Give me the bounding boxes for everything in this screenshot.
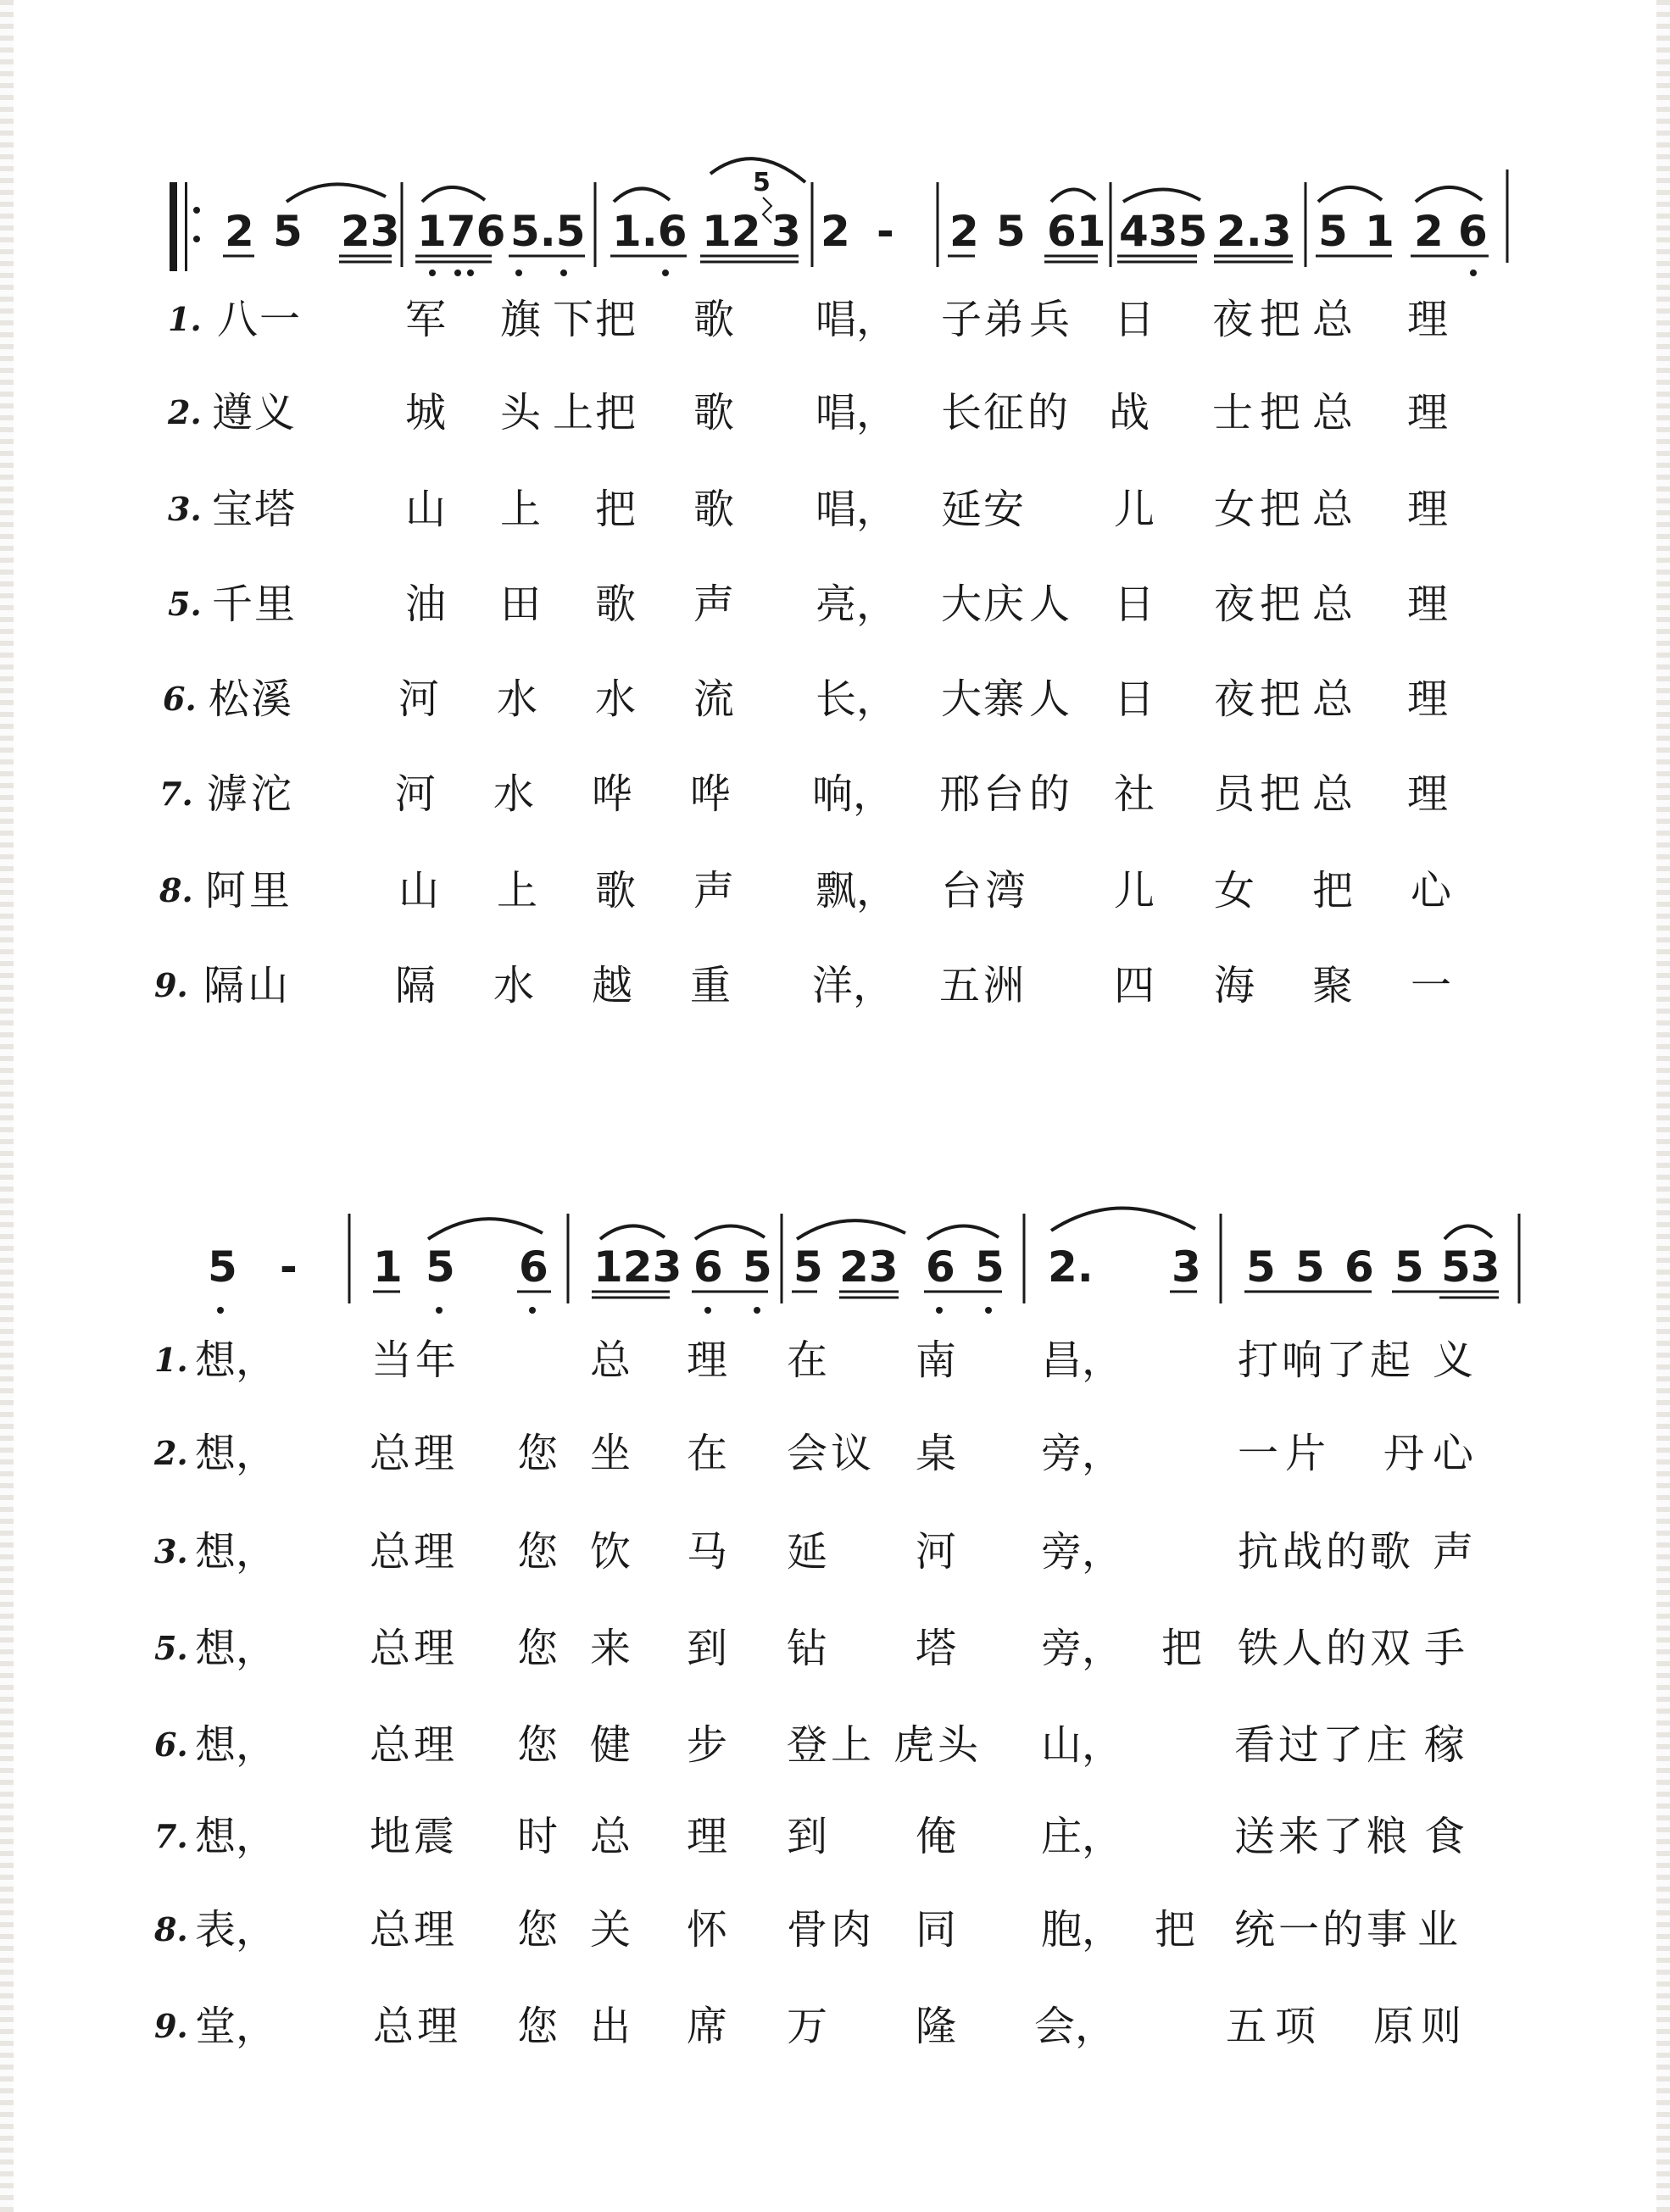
lyric-char: 阿 <box>205 867 247 914</box>
verse-number: 3. <box>154 1532 188 1570</box>
note: 5 <box>208 1242 237 1292</box>
lyric-char: 把 <box>595 486 637 533</box>
lyric-char: 总 <box>1312 486 1354 533</box>
lyric-char: 社 <box>1114 770 1155 818</box>
octave-dots-2 <box>217 1307 992 1314</box>
lyric-char: 您 <box>517 1625 559 1672</box>
lyric-char: 越 <box>592 962 633 1009</box>
verse-number: 8. <box>159 871 193 909</box>
lyric-char: 会 <box>787 1430 828 1477</box>
lyric-char: 理 <box>414 1906 455 1954</box>
lyric-char: 声 <box>693 581 735 628</box>
lyric-char: 理 <box>1407 675 1449 723</box>
lyric-char: 庆 <box>983 581 1025 628</box>
lyric-verse-6b <box>0 1715 1670 1775</box>
lyric-char: 重 <box>690 962 732 1009</box>
lyric-char: 了 <box>1322 1813 1364 1860</box>
lyric-verse-8b <box>0 1900 1670 1959</box>
lyric-char: 延 <box>941 486 983 533</box>
note: 6 <box>519 1242 548 1292</box>
lyric-char: 唱， <box>816 389 898 436</box>
lyric-verse-3b <box>0 1522 1670 1581</box>
lyric-char: 总 <box>370 1430 411 1477</box>
lyric-char: 会， <box>1034 2003 1116 2050</box>
lyric-char: 子 <box>941 296 983 343</box>
lyric-char: 日 <box>1114 675 1155 723</box>
lyric-verse-2b <box>0 1424 1670 1483</box>
lyric-char: 总 <box>373 2003 415 2050</box>
lyric-char: 时 <box>517 1813 559 1860</box>
lyric-char: 四 <box>1114 962 1155 1009</box>
lyric-char: 总 <box>1312 389 1354 436</box>
verse-number: 5. <box>154 1629 188 1667</box>
lyric-char: 庄 <box>1367 1721 1408 1769</box>
lyric-char: 起 <box>1370 1337 1411 1384</box>
lyric-char: 里 <box>249 867 291 914</box>
verse-number: 1. <box>168 300 202 338</box>
lyric-char: 马 <box>687 1528 728 1576</box>
note: 2 <box>821 207 850 256</box>
lyric-char: 想， <box>195 1625 277 1672</box>
lyric-char: 把 <box>1161 1625 1203 1672</box>
note: 6 <box>926 1242 955 1292</box>
lyric-char: 统 <box>1234 1906 1276 1954</box>
lyric-char: 把 <box>595 296 637 343</box>
grace-note: 5 <box>753 168 771 197</box>
lyric-char: 响 <box>1282 1337 1323 1384</box>
lyric-char: 总 <box>1312 770 1354 818</box>
lyric-char: 头 <box>500 389 542 436</box>
lyric-char: 堂， <box>195 2003 277 2050</box>
lyric-char: 邢 <box>939 770 981 818</box>
note: 5 <box>1394 1242 1424 1292</box>
lyric-char: 理 <box>687 1813 728 1860</box>
note: 5 <box>1246 1242 1276 1292</box>
verse-number: 7. <box>159 775 193 813</box>
note: 5 <box>743 1242 772 1292</box>
lyric-char: 把 <box>1260 296 1301 343</box>
verse-number: 6. <box>154 1726 188 1764</box>
lyric-char: 理 <box>1407 581 1449 628</box>
lyric-char: 长， <box>816 675 898 723</box>
lyric-char: 战 <box>1109 389 1150 436</box>
lyric-char: 稼 <box>1424 1721 1466 1769</box>
lyric-char: 过 <box>1278 1721 1320 1769</box>
note: 5 <box>1318 207 1348 256</box>
lyric-char: 的 <box>1027 389 1069 436</box>
lyric-char: 旁， <box>1041 1528 1123 1576</box>
lyric-char: 项 <box>1275 2003 1317 2050</box>
lyric-char: 理 <box>414 1528 455 1576</box>
lyric-char: 了 <box>1322 1721 1364 1769</box>
lyric-char: 夜 <box>1214 581 1255 628</box>
lyric-char: 上 <box>497 867 538 914</box>
note: 1 <box>1365 207 1394 256</box>
lyric-char: 山 <box>248 962 289 1009</box>
note: 6 <box>1458 207 1488 256</box>
lyric-char: 万 <box>787 2003 828 2050</box>
lyric-char: 事 <box>1367 1906 1408 1954</box>
lyric-char: 原 <box>1373 2003 1415 2050</box>
lyric-char: 兵 <box>1029 296 1071 343</box>
note: 23 <box>341 207 400 256</box>
lyric-char: 亮， <box>816 581 898 628</box>
lyric-char: 日 <box>1114 296 1155 343</box>
verse-number: 2. <box>168 393 202 431</box>
note: 5 <box>426 1242 455 1292</box>
lyric-char: 声 <box>693 867 735 914</box>
lyric-char: 田 <box>500 581 542 628</box>
lyric-char: 城 <box>405 389 447 436</box>
lyric-char: 在 <box>687 1430 728 1477</box>
note: 2 <box>1414 207 1444 256</box>
lyric-char: 把 <box>1260 770 1301 818</box>
note: 61 <box>1047 207 1106 256</box>
lyric-char: 理 <box>417 2003 459 2050</box>
lyric-char: 海 <box>1214 962 1255 1009</box>
lyric-char: 宝 <box>212 486 253 533</box>
verse-number: 3. <box>168 490 202 528</box>
lyric-char: 义 <box>1433 1337 1474 1384</box>
lyric-char: 胞， <box>1041 1906 1123 1954</box>
lyric-char: 来 <box>590 1625 632 1672</box>
lyric-char: 庄， <box>1041 1813 1123 1860</box>
lyric-char: 地 <box>370 1813 411 1860</box>
lyric-char: 坐 <box>590 1430 632 1477</box>
lyric-char: 歌 <box>595 867 637 914</box>
lyric-char: 千 <box>212 581 253 628</box>
lyric-char: 一 <box>259 296 301 343</box>
lyric-char: 丹 <box>1383 1430 1425 1477</box>
lyric-char: 片 <box>1285 1430 1327 1477</box>
lyric-char: 粮 <box>1367 1813 1408 1860</box>
lyric-char: 把 <box>1260 675 1301 723</box>
lyric-char: 您 <box>517 1721 559 1769</box>
lyric-char: 总 <box>370 1721 411 1769</box>
lyric-char: 一 <box>1238 1430 1279 1477</box>
lyric-verse-9b <box>0 1997 1670 2056</box>
note: 5 <box>975 1242 1005 1292</box>
lyric-char: 滹 <box>207 770 248 818</box>
lyric-char: 打 <box>1238 1337 1279 1384</box>
lyric-char: 溪 <box>251 675 292 723</box>
lyric-char: 夜 <box>1212 296 1254 343</box>
lyric-char: 议 <box>831 1430 872 1477</box>
lyric-char: 山 <box>405 486 447 533</box>
lyric-char: 寨 <box>983 675 1025 723</box>
lyric-char: 席 <box>687 2003 728 2050</box>
lyric-char: 里 <box>254 581 296 628</box>
lyric-char: 松 <box>209 675 250 723</box>
lyric-char: 五 <box>1226 2003 1267 2050</box>
lyric-char: 哗 <box>592 770 633 818</box>
lyric-char: 聚 <box>1312 962 1354 1009</box>
lyric-char: 一 <box>1411 962 1452 1009</box>
lyric-char: 下 <box>553 296 594 343</box>
lyric-char: 上 <box>500 486 542 533</box>
lyric-char: 八 <box>217 296 259 343</box>
note: 2.3 <box>1216 207 1292 256</box>
verse-number: 5. <box>168 585 202 623</box>
note: 176 <box>417 207 506 256</box>
lyric-char: 怀 <box>687 1906 728 1954</box>
lyric-char: 送 <box>1234 1813 1276 1860</box>
lyric-char: 上 <box>831 1721 872 1769</box>
lyric-char: 女 <box>1214 486 1255 533</box>
lyric-char: 儿 <box>1114 486 1155 533</box>
lyric-char: 沱 <box>251 770 292 818</box>
lyric-char: 总 <box>590 1813 632 1860</box>
note: 3 <box>771 207 801 256</box>
lyric-char: 旁， <box>1041 1625 1123 1672</box>
lyric-char: 的 <box>1029 770 1071 818</box>
lyric-char: 歌 <box>693 389 735 436</box>
lyric-char: 理 <box>1407 389 1449 436</box>
lyric-char: 您 <box>517 2003 559 2050</box>
lyric-char: 想， <box>195 1721 277 1769</box>
lyric-char: 表， <box>195 1906 277 1954</box>
lyric-char: 抗 <box>1238 1528 1279 1576</box>
lyric-char: 日 <box>1114 581 1155 628</box>
verse-number: 9. <box>154 2007 188 2045</box>
lyric-char: 您 <box>517 1906 559 1954</box>
note: 1 <box>373 1242 403 1292</box>
lyric-char: 弟 <box>983 296 1025 343</box>
lyric-char: 在 <box>787 1337 828 1384</box>
lyric-char: 女 <box>1214 867 1255 914</box>
note: 3 <box>1172 1242 1201 1292</box>
lyric-char: 的 <box>1326 1528 1367 1576</box>
lyric-char: 旁， <box>1041 1430 1123 1477</box>
lyric-char: 总 <box>370 1906 411 1954</box>
lyric-char: 看 <box>1234 1721 1276 1769</box>
lyric-char: 唱， <box>816 486 898 533</box>
dash: - <box>877 207 894 256</box>
lyric-char: 塔 <box>254 486 296 533</box>
lyric-char: 声 <box>1433 1528 1474 1576</box>
lyric-char: 虎 <box>893 1721 935 1769</box>
lyric-char: 士 <box>1212 389 1254 436</box>
lyric-char: 隔 <box>203 962 245 1009</box>
note: 6 <box>693 1242 723 1292</box>
verse-number: 7. <box>154 1817 188 1855</box>
lyric-char: 歌 <box>693 296 735 343</box>
lyric-char: 员 <box>1214 770 1255 818</box>
lyric-char: 昌， <box>1041 1337 1123 1384</box>
lyric-char: 把 <box>1260 581 1301 628</box>
note: 6 <box>1344 1242 1374 1292</box>
lyric-verse-5b <box>0 1619 1670 1678</box>
lyric-char: 山 <box>398 867 440 914</box>
lyric-char: 理 <box>414 1430 455 1477</box>
lyric-char: 人 <box>1029 675 1071 723</box>
verse-number: 9. <box>154 966 188 1004</box>
lyric-char: 隔 <box>395 962 437 1009</box>
note: 12 <box>702 207 761 256</box>
lyric-char: 把 <box>595 389 637 436</box>
note: 435 <box>1119 207 1208 256</box>
lyric-char: 理 <box>687 1337 728 1384</box>
lyric-char: 湾 <box>985 867 1027 914</box>
lyric-char: 骨 <box>787 1906 828 1954</box>
lyric-char: 年 <box>415 1337 457 1384</box>
lyric-char: 饮 <box>590 1528 632 1576</box>
lyric-verse-7b <box>0 1807 1670 1866</box>
lyric-char: 长 <box>941 389 983 436</box>
lyric-char: 食 <box>1424 1813 1466 1860</box>
lyric-char: 理 <box>1407 486 1449 533</box>
lyric-char: 头 <box>938 1721 979 1769</box>
lyric-char: 歌 <box>595 581 637 628</box>
lyric-char: 五 <box>939 962 981 1009</box>
lyric-char: 健 <box>590 1721 632 1769</box>
lyric-char: 上 <box>553 389 594 436</box>
lyric-char: 水 <box>595 675 637 723</box>
lyric-char: 河 <box>916 1528 957 1576</box>
lyric-char: 理 <box>1407 296 1449 343</box>
lyric-char: 了 <box>1326 1337 1367 1384</box>
verse-number: 8. <box>154 1910 188 1948</box>
lyric-char: 桌 <box>916 1430 957 1477</box>
lyric-char: 想， <box>195 1528 277 1576</box>
lyric-char: 大 <box>941 675 983 723</box>
lyric-char: 大 <box>941 581 983 628</box>
lyric-char: 歌 <box>693 486 735 533</box>
lyric-char: 到 <box>687 1625 728 1672</box>
lyric-char: 唱， <box>816 296 898 343</box>
lyric-char: 歌 <box>1370 1528 1411 1576</box>
lyric-char: 旗 <box>500 296 542 343</box>
lyric-char: 总 <box>370 1528 411 1576</box>
lyric-char: 钻 <box>787 1625 828 1672</box>
lyric-char: 的 <box>1322 1906 1364 1954</box>
lyric-char: 业 <box>1417 1906 1459 1954</box>
lyric-char: 台 <box>941 867 983 914</box>
lyric-char: 肉 <box>831 1906 872 1954</box>
lyric-verse-1b <box>0 1331 1670 1390</box>
lyric-char: 总 <box>370 1625 411 1672</box>
lyric-char: 山， <box>1041 1721 1123 1769</box>
lyric-char: 把 <box>1312 867 1354 914</box>
lyric-char: 夜 <box>1214 675 1255 723</box>
lyric-char: 总 <box>1312 675 1354 723</box>
note: 2 <box>225 207 254 256</box>
lyric-char: 水 <box>493 962 535 1009</box>
lyric-char: 双 <box>1370 1625 1411 1672</box>
lyric-char: 水 <box>493 770 535 818</box>
lyric-char: 手 <box>1424 1625 1466 1672</box>
lyric-char: 安 <box>983 486 1025 533</box>
lyric-char: 台 <box>983 770 1025 818</box>
slurs-2 <box>428 1208 1492 1239</box>
note: 5 <box>273 207 303 256</box>
lyric-char: 把 <box>1260 389 1301 436</box>
lyric-char: 征 <box>983 389 1025 436</box>
lyric-char: 总 <box>1312 581 1354 628</box>
lyric-char: 河 <box>395 770 437 818</box>
lyric-char: 水 <box>497 675 538 723</box>
verse-number: 2. <box>154 1434 188 1472</box>
lyric-char: 关 <box>590 1906 632 1954</box>
lyric-char: 洲 <box>983 962 1025 1009</box>
lyric-char: 心 <box>1411 867 1452 914</box>
lyric-char: 到 <box>787 1813 828 1860</box>
note: 1.6 <box>612 207 687 256</box>
lyric-char: 哗 <box>690 770 732 818</box>
lyric-char: 遵 <box>212 389 253 436</box>
lyric-char: 想， <box>195 1813 277 1860</box>
lyric-char: 总 <box>1312 296 1354 343</box>
note: 5.5 <box>510 207 586 256</box>
lyric-char: 出 <box>590 2003 632 2050</box>
lyric-char: 南 <box>916 1337 957 1384</box>
lyric-char: 您 <box>517 1528 559 1576</box>
lyric-char: 登 <box>787 1721 828 1769</box>
lyric-char: 儿 <box>1114 867 1155 914</box>
lyric-char: 震 <box>414 1813 455 1860</box>
lyric-char: 理 <box>414 1625 455 1672</box>
note: 53 <box>1441 1242 1500 1292</box>
lyric-char: 流 <box>693 675 735 723</box>
lyric-char: 当 <box>371 1337 413 1384</box>
lyric-char: 总 <box>590 1337 632 1384</box>
note: 5 <box>1295 1242 1325 1292</box>
note: 2 <box>949 207 979 256</box>
lyric-char: 的 <box>1326 1625 1367 1672</box>
note: 2. <box>1048 1242 1094 1292</box>
note: 5 <box>793 1242 823 1292</box>
lyric-char: 心 <box>1433 1430 1474 1477</box>
note: 123 <box>593 1242 682 1292</box>
lyric-char: 义 <box>254 389 296 436</box>
lyric-char: 塔 <box>916 1625 957 1672</box>
note: 5 <box>996 207 1026 256</box>
lyric-char: 您 <box>517 1430 559 1477</box>
lyric-char: 人 <box>1029 581 1071 628</box>
lyric-char: 把 <box>1260 486 1301 533</box>
lyric-char: 洋， <box>812 962 894 1009</box>
lyric-char: 俺 <box>916 1813 957 1860</box>
lyric-char: 铁 <box>1238 1625 1279 1672</box>
lyric-char: 同 <box>916 1906 957 1954</box>
verse-number: 1. <box>154 1341 188 1379</box>
verse-number: 6. <box>163 680 197 718</box>
lyric-char: 想， <box>195 1430 277 1477</box>
lyric-char: 理 <box>1407 770 1449 818</box>
lyric-char: 军 <box>405 296 447 343</box>
lyric-char: 隆 <box>916 2003 957 2050</box>
lyric-char: 飘， <box>816 867 898 914</box>
lyric-char: 一 <box>1278 1906 1320 1954</box>
lyric-char: 人 <box>1282 1625 1323 1672</box>
lyric-char: 想， <box>195 1337 277 1384</box>
lyric-char: 则 <box>1421 2003 1462 2050</box>
lyric-char: 来 <box>1278 1813 1320 1860</box>
lyric-char: 步 <box>687 1721 728 1769</box>
lyric-char: 响， <box>812 770 894 818</box>
lyric-char: 把 <box>1155 1906 1196 1954</box>
dash: - <box>280 1242 298 1292</box>
note: 23 <box>839 1242 899 1292</box>
lyric-char: 理 <box>414 1721 455 1769</box>
beams-2 <box>373 1292 1499 1298</box>
lyric-char: 油 <box>405 581 447 628</box>
lyric-char: 延 <box>787 1528 828 1576</box>
lyric-char: 战 <box>1282 1528 1323 1576</box>
lyric-char: 河 <box>398 675 440 723</box>
